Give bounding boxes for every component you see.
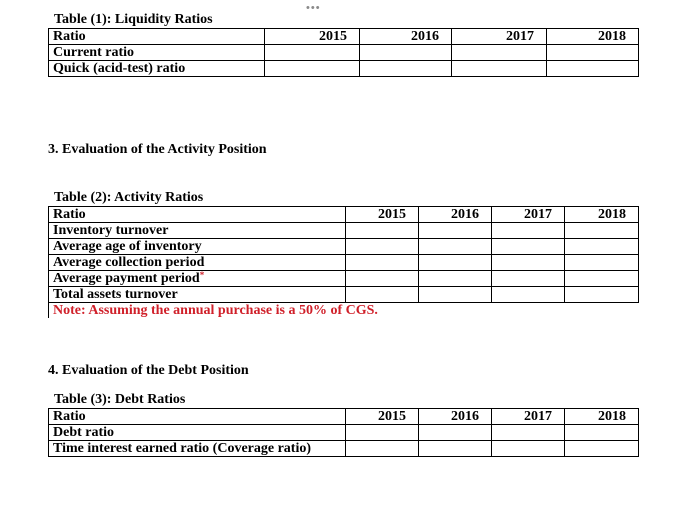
- table-header-row: [49, 409, 639, 425]
- liquidity-ratios-table: [48, 28, 639, 77]
- cell[interactable]: [565, 441, 639, 457]
- table-note: Note: Assuming the annual purchase is a 50% of CGS.: [49, 303, 639, 319]
- cell[interactable]: [346, 287, 419, 303]
- cell[interactable]: [565, 223, 639, 239]
- cell[interactable]: [419, 425, 492, 441]
- header-2017: 2017: [452, 29, 547, 45]
- header-2016: 2016: [419, 409, 492, 425]
- header-2018: 2018: [565, 207, 639, 223]
- table-row: [49, 425, 639, 441]
- header-2016: 2016: [419, 207, 492, 223]
- table-header-row: [49, 29, 639, 45]
- table-row: [49, 223, 639, 239]
- header-ratio: Ratio: [49, 207, 346, 223]
- header-2015: 2015: [265, 29, 360, 45]
- cell[interactable]: [346, 223, 419, 239]
- cell[interactable]: [452, 61, 547, 77]
- header-2016: 2016: [360, 29, 452, 45]
- table-row: [49, 255, 639, 271]
- row-label-current-ratio: Current ratio: [49, 45, 265, 61]
- row-label-avg-payment-period: [49, 271, 346, 287]
- header-2018: 2018: [547, 29, 639, 45]
- table-row: [49, 441, 639, 457]
- cell[interactable]: [346, 441, 419, 457]
- cell[interactable]: [492, 239, 565, 255]
- cell[interactable]: [492, 271, 565, 287]
- table-header-row: [49, 207, 639, 223]
- cell[interactable]: [360, 45, 452, 61]
- cell[interactable]: [419, 287, 492, 303]
- debt-ratios-table: [48, 408, 639, 457]
- cell[interactable]: [346, 425, 419, 441]
- cell[interactable]: [565, 287, 639, 303]
- table-row: [49, 45, 639, 61]
- section-4-heading: 4. Evaluation of the Debt Position: [48, 363, 249, 378]
- cell[interactable]: [565, 425, 639, 441]
- row-label-times-interest-earned: Time interest earned ratio (Coverage ratio): [49, 441, 346, 457]
- row-label-total-assets-turnover: Total assets turnover: [49, 287, 346, 303]
- cell[interactable]: [492, 287, 565, 303]
- cell[interactable]: [346, 239, 419, 255]
- table3-caption: Table (3): Debt Ratios: [54, 392, 186, 407]
- cell[interactable]: [346, 255, 419, 271]
- header-ratio: Ratio: [49, 409, 346, 425]
- footnote-marker: *: [199, 270, 205, 280]
- cell[interactable]: [492, 425, 565, 441]
- table-note-row: [49, 303, 639, 319]
- cell[interactable]: [492, 441, 565, 457]
- cell[interactable]: [265, 61, 360, 77]
- row-label-avg-age-inventory: Average age of inventory: [49, 239, 346, 255]
- avg-payment-label: Average payment period: [53, 271, 200, 286]
- cell[interactable]: [346, 271, 419, 287]
- cell[interactable]: [265, 45, 360, 61]
- header-2015: 2015: [346, 207, 419, 223]
- section-3-heading: 3. Evaluation of the Activity Position: [48, 142, 267, 157]
- cell[interactable]: [565, 239, 639, 255]
- cell[interactable]: [419, 271, 492, 287]
- cell[interactable]: [419, 239, 492, 255]
- row-label-quick-ratio: Quick (acid-test) ratio: [49, 61, 265, 77]
- cell[interactable]: [419, 223, 492, 239]
- activity-ratios-table: [48, 206, 639, 318]
- cell[interactable]: [452, 45, 547, 61]
- cell[interactable]: [547, 61, 639, 77]
- header-2015: 2015: [346, 409, 419, 425]
- table-row: [49, 271, 639, 287]
- cell[interactable]: [360, 61, 452, 77]
- table-row: [49, 61, 639, 77]
- header-2017: 2017: [492, 207, 565, 223]
- cell[interactable]: [492, 255, 565, 271]
- cell[interactable]: [419, 441, 492, 457]
- header-2018: 2018: [565, 409, 639, 425]
- cell[interactable]: [492, 223, 565, 239]
- cell[interactable]: [565, 255, 639, 271]
- cell[interactable]: [547, 45, 639, 61]
- row-label-debt-ratio: Debt ratio: [49, 425, 346, 441]
- cell[interactable]: [419, 255, 492, 271]
- table2-caption: Table (2): Activity Ratios: [54, 190, 204, 205]
- header-ratio: Ratio: [49, 29, 265, 45]
- row-label-inventory-turnover: Inventory turnover: [49, 223, 346, 239]
- row-label-avg-collection-period: Average collection period: [49, 255, 346, 271]
- table1-caption: Table (1): Liquidity Ratios: [54, 12, 213, 27]
- table-row: [49, 287, 639, 303]
- header-2017: 2017: [492, 409, 565, 425]
- cell[interactable]: [565, 271, 639, 287]
- table-row: [49, 239, 639, 255]
- more-options-icon[interactable]: •••: [306, 2, 321, 14]
